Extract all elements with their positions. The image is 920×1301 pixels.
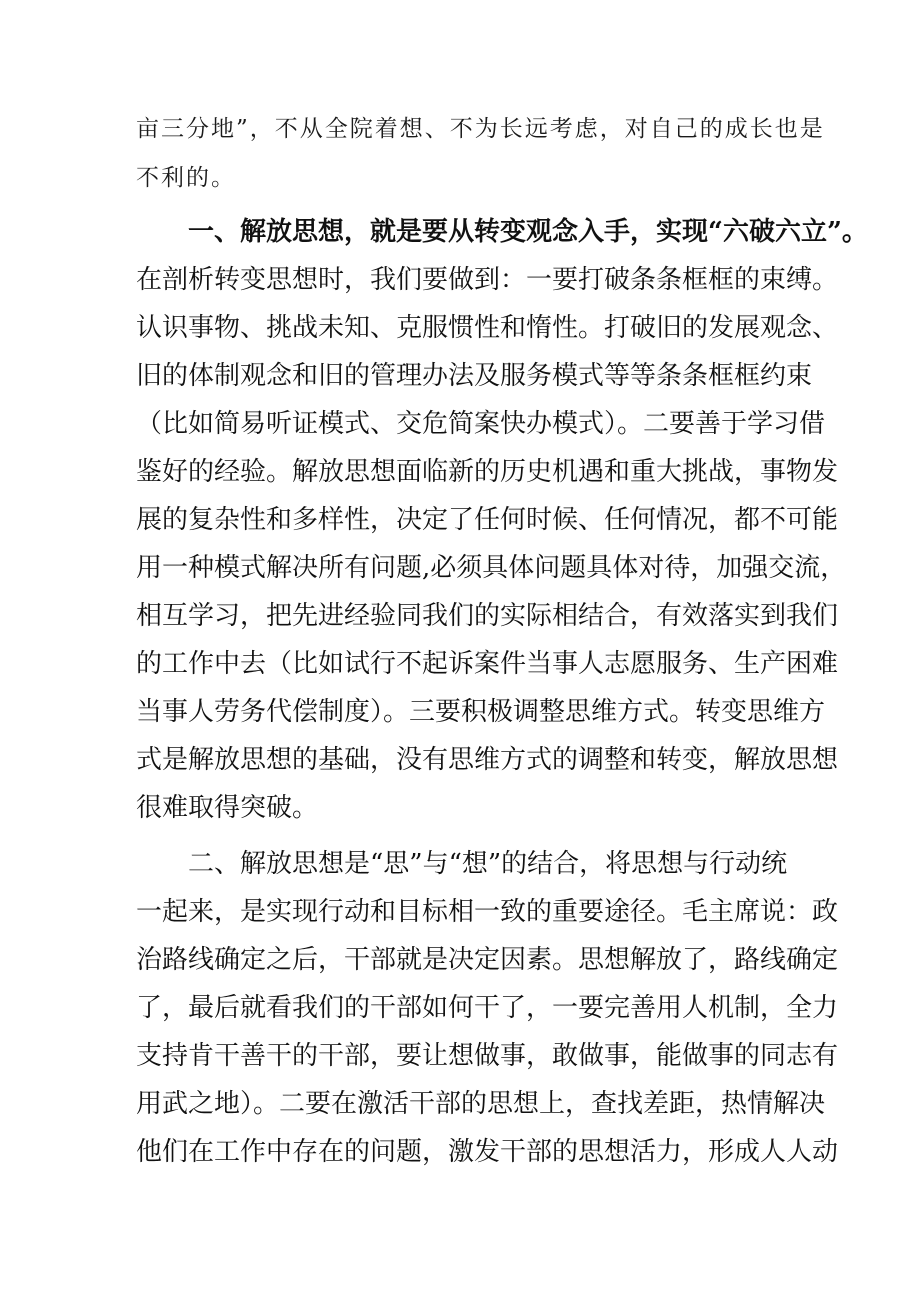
paragraph-line: 式是解放思想的基础，没有思维方式的调整和转变，解放思想 xyxy=(136,745,839,775)
section-1-heading-line: 一、解放思想，就是要从转变观念入手，实现“六破六立”。 xyxy=(188,217,868,247)
paragraph-line: 支持肯干善干的干部，要让想做事，敢做事，能做事的同志有 xyxy=(136,1041,839,1071)
paragraph-line: 不利的。 xyxy=(136,165,236,191)
paragraph-line: 相互学习，把先进经验同我们的实际相结合，有效落实到我们 xyxy=(136,601,839,631)
paragraph-line: 用武之地）。二要在激活干部的思想上，查找差距，热情解决 xyxy=(136,1089,826,1119)
paragraph-line: 他们在工作中存在的问题，激发干部的思想活力，形成人人动 xyxy=(136,1137,839,1167)
paragraph-line: 一起来，是实现行动和目标相一致的重要途径。毛主席说：政 xyxy=(136,897,839,927)
section-2-heading-line: 二、解放思想是“思”与“想”的结合，将思想与行动统 xyxy=(188,849,788,879)
paragraph-line: 治路线确定之后，干部就是决定因素。思想解放了，路线确定 xyxy=(136,945,839,975)
paragraph-line: 旧的体制观念和旧的管理办法及服务模式等等条条框框约束 xyxy=(136,361,813,391)
paragraph-line: 在剖析转变思想时，我们要做到：一要打破条条框框的束缚。 xyxy=(136,265,839,295)
paragraph-line: （比如简易听证模式、交危简案快办模式）。二要善于学习借 xyxy=(136,409,826,439)
paragraph-line: 用一种模式解决所有问题,必须具体问题具体对待，加强交流， xyxy=(136,553,847,583)
paragraph-line: 了，最后就看我们的干部如何干了，一要完善用人机制，全力 xyxy=(136,993,839,1023)
paragraph-line: 当事人劳务代偿制度）。三要积极调整思维方式。转变思维方 xyxy=(136,697,826,727)
paragraph-line: 很难取得突破。 xyxy=(136,793,319,823)
paragraph-line: 鉴好的经验。解放思想面临新的历史机遇和重大挑战，事物发 xyxy=(136,457,839,487)
paragraph-line: 展的复杂性和多样性，决定了任何时候、任何情况，都不可能 xyxy=(136,505,839,535)
paragraph-line: 亩三分地”，不从全院着想、不为长远考虑，对自己的成长也是 xyxy=(136,116,825,142)
paragraph-line: 认识事物、挑战未知、克服惯性和惰性。打破旧的发展观念、 xyxy=(136,313,839,343)
paragraph-line: 的工作中去（比如试行不起诉案件当事人志愿服务、生产困难 xyxy=(136,649,839,679)
